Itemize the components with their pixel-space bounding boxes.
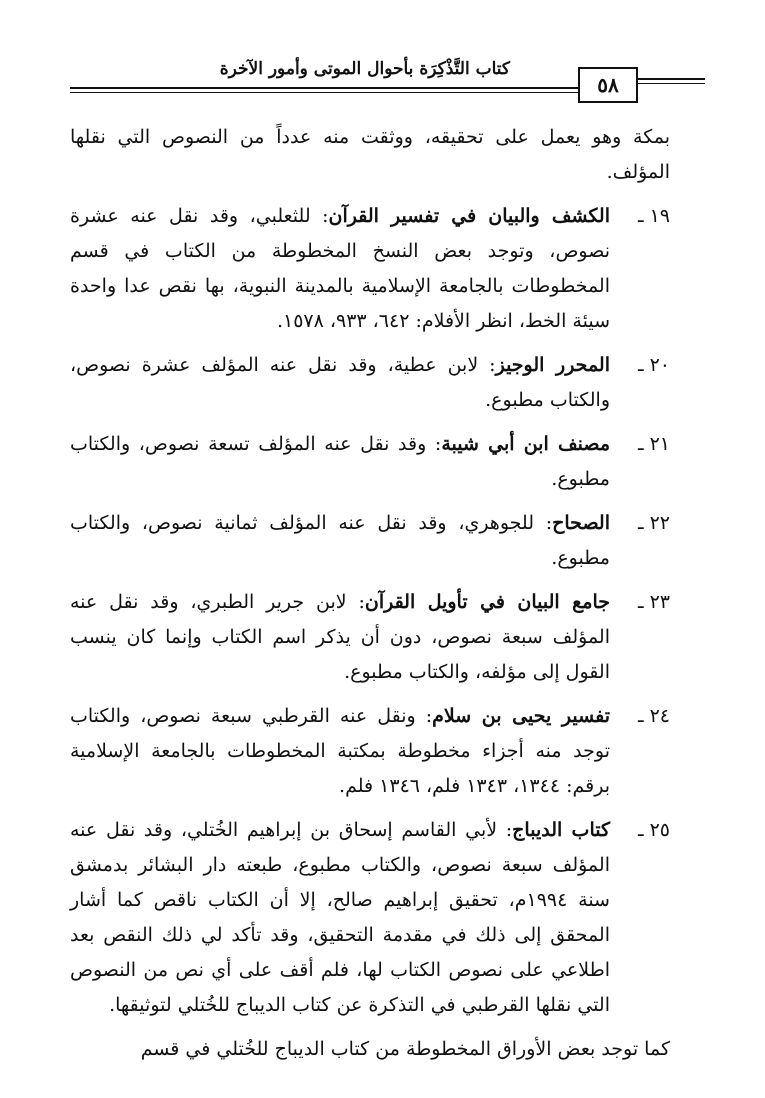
list-item [70,699,670,804]
entry-text: : للثعلبي، وقد نقل عنه عشرة نصوص، وتوجد بعض النسخ المخطوطة من الكتاب في قسم المخطوطات بالجامعة الإسلامية بالمدينة النبوية، بها نقص عدا واحدة سيئة الخط، انظر الأفلام: ٦٤٢، ٩٣٣، ١٥٧٨. [70,205,610,332]
entry-title: كتاب الديباج [512,819,611,841]
entry-text: : ونقل عنه القرطبي سبعة نصوص، والكتاب توجد منه أجزاء مخطوطة بمكتبة المخطوطات بالجامعة الإسلامية برقم: ١٣٤٤، ١٣٤٣ فلم، ١٣٤٦ فلم. [70,705,610,797]
entry-title: جامع البيان في تأويل القرآن [364,591,610,613]
entry-number: ٢٣ ـ [637,591,670,613]
intro-paragraph: بمكة وهو يعمل على تحقيقه، ووثقت منه عدداً من النصوص التي نقلها المؤلف. [70,126,670,183]
entry-text: : لابن عطية، وقد نقل عنه المؤلف عشرة نصوص، والكتاب مطبوع. [70,354,610,411]
header-rule-bottom [70,92,585,93]
header-rule-tail-top [636,78,705,80]
entry-text: : للجوهري، وقد نقل عنه المؤلف ثمانية نصوص، والكتاب مطبوع. [70,512,610,569]
list-item [70,506,670,576]
list-item [70,199,670,339]
entry-number: ١٩ ـ [637,205,670,227]
entry-number: ٢٠ ـ [637,354,670,376]
header-rule-tail-bottom [636,83,705,84]
entry-title: المحرر الوجيز [495,354,611,376]
running-title: كتاب التَّذْكِرَة بأحوال الموتى وأمور الآخرة [219,59,510,79]
list-item [70,813,670,1023]
entry-number: ٢١ ـ [637,433,670,455]
entry-title: الصحاح [552,512,610,534]
entry-title: الكشف والبيان في تفسير القرآن [328,205,610,227]
header-rule-top [70,87,585,89]
entry-title: مصنف ابن أبي شيبة [441,433,611,455]
entry-number: ٢٢ ـ [637,512,670,534]
entry-text: : لابن جرير الطبري، وقد نقل عنه المؤلف سبعة نصوص، دون أن يذكر اسم الكتاب وإنما كان ينسب القول إلى مؤلفه، والكتاب مطبوع. [70,591,610,683]
list-item [70,427,670,497]
entry-text: : وقد نقل عنه المؤلف تسعة نصوص، والكتاب مطبوع. [70,433,610,490]
page-header [60,52,705,98]
page-body [70,120,670,1076]
entry-number: ٢٤ ـ [637,705,670,727]
entry-number: ٢٥ ـ [637,819,670,841]
page-number: ٥٨ [578,67,638,103]
list-item [70,348,670,418]
closing-paragraph: كما توجد بعض الأوراق المخطوطة من كتاب الديباج للخُتلي في قسم [140,1038,670,1060]
entry-text: : لأبي القاسم إسحاق بن إبراهيم الخُتلي، وقد نقل عنه المؤلف سبعة نصوص، والكتاب مطبوع، طبعته دار البشائر بدمشق سنة ١٩٩٤م، تحقيق إبراهيم صالح، إلا أن الكتاب ناقص كما أشار المحقق إلى ذلك في مقدمة التحقيق، وقد تأكد لي ذلك النقص بعد اطلاعي على نصوص الكتاب لها، فلم أقف على أي نص من النصوص التي نقلها القرطبي في التذكرة عن كتاب الديباج للخُتلي لتوثيقها. [70,819,610,1016]
entry-title: تفسير يحيى بن سلام [432,705,610,727]
list-item [70,585,670,690]
